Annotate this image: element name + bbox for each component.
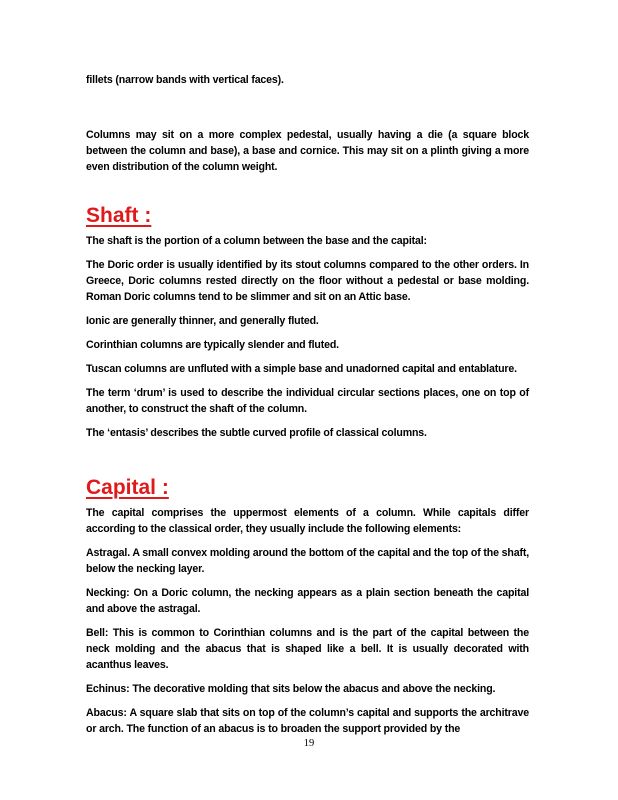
shaft-paragraph: Ionic are generally thinner, and generally fluted. bbox=[86, 315, 319, 327]
shaft-paragraph: The shaft is the portion of a column between the base and the capital: bbox=[86, 235, 427, 247]
shaft-paragraph: Tuscan columns are unfluted with a simple base and unadorned capital and entablature. bbox=[86, 363, 517, 375]
fillets-line: fillets (narrow bands with vertical faces). bbox=[86, 74, 284, 86]
shaft-paragraph: The term ‘drum’ is used to describe the individual circular sections places, one on top of another, to construct the shaft of the column. bbox=[86, 387, 529, 415]
capital-paragraph: Echinus: The decorative molding that sits below the abacus and above the necking. bbox=[86, 683, 496, 695]
shaft-section bbox=[86, 201, 529, 441]
capital-paragraph: Abacus: A square slab that sits on top of the column’s capital and supports the architrave or arch. The function of an abacus is to broaden the support provided by the bbox=[86, 707, 529, 735]
spacer bbox=[86, 96, 529, 127]
shaft-paragraph: The ‘entasis’ describes the subtle curved profile of classical columns. bbox=[86, 427, 427, 439]
capital-paragraph: Astragal. A small convex molding around the bottom of the capital and the top of the shaft, below the necking layer. bbox=[86, 547, 529, 575]
capital-paragraph: The capital comprises the uppermost elements of a column. While capitals differ according to the classical order, they usually include the following elements: bbox=[86, 507, 529, 535]
capital-paragraph: Bell: This is common to Corinthian columns and is the part of the capital between the neck molding and the abacus that is shaped like a bell. It is usually decorated with acanthus leaves. bbox=[86, 627, 529, 671]
shaft-paragraph: The Doric order is usually identified by its stout columns compared to the other orders. In Greece, Doric columns rested directly on the floor without a pedestal or base molding. Roman Doric columns tend to be slimmer and sit on an Attic base. bbox=[86, 259, 529, 303]
shaft-paragraph: Corinthian columns are typically slender and fluted. bbox=[86, 339, 339, 351]
page-number: 19 bbox=[303, 738, 315, 749]
spacer bbox=[86, 183, 529, 201]
capital-paragraph: Necking: On a Doric column, the necking appears as a plain section beneath the capital and above the astragal. bbox=[86, 587, 529, 615]
shaft-heading: Shaft : bbox=[86, 204, 152, 227]
capital-heading: Capital : bbox=[86, 476, 169, 499]
spacer bbox=[86, 449, 529, 473]
pedestal-paragraph: Columns may sit on a more complex pedestal, usually having a die (a square block between the column and base), a base and cornice. This may sit on a plinth giving a more even distribution of the column weight. bbox=[86, 129, 529, 173]
capital-section bbox=[86, 473, 529, 737]
page-content bbox=[86, 72, 529, 745]
